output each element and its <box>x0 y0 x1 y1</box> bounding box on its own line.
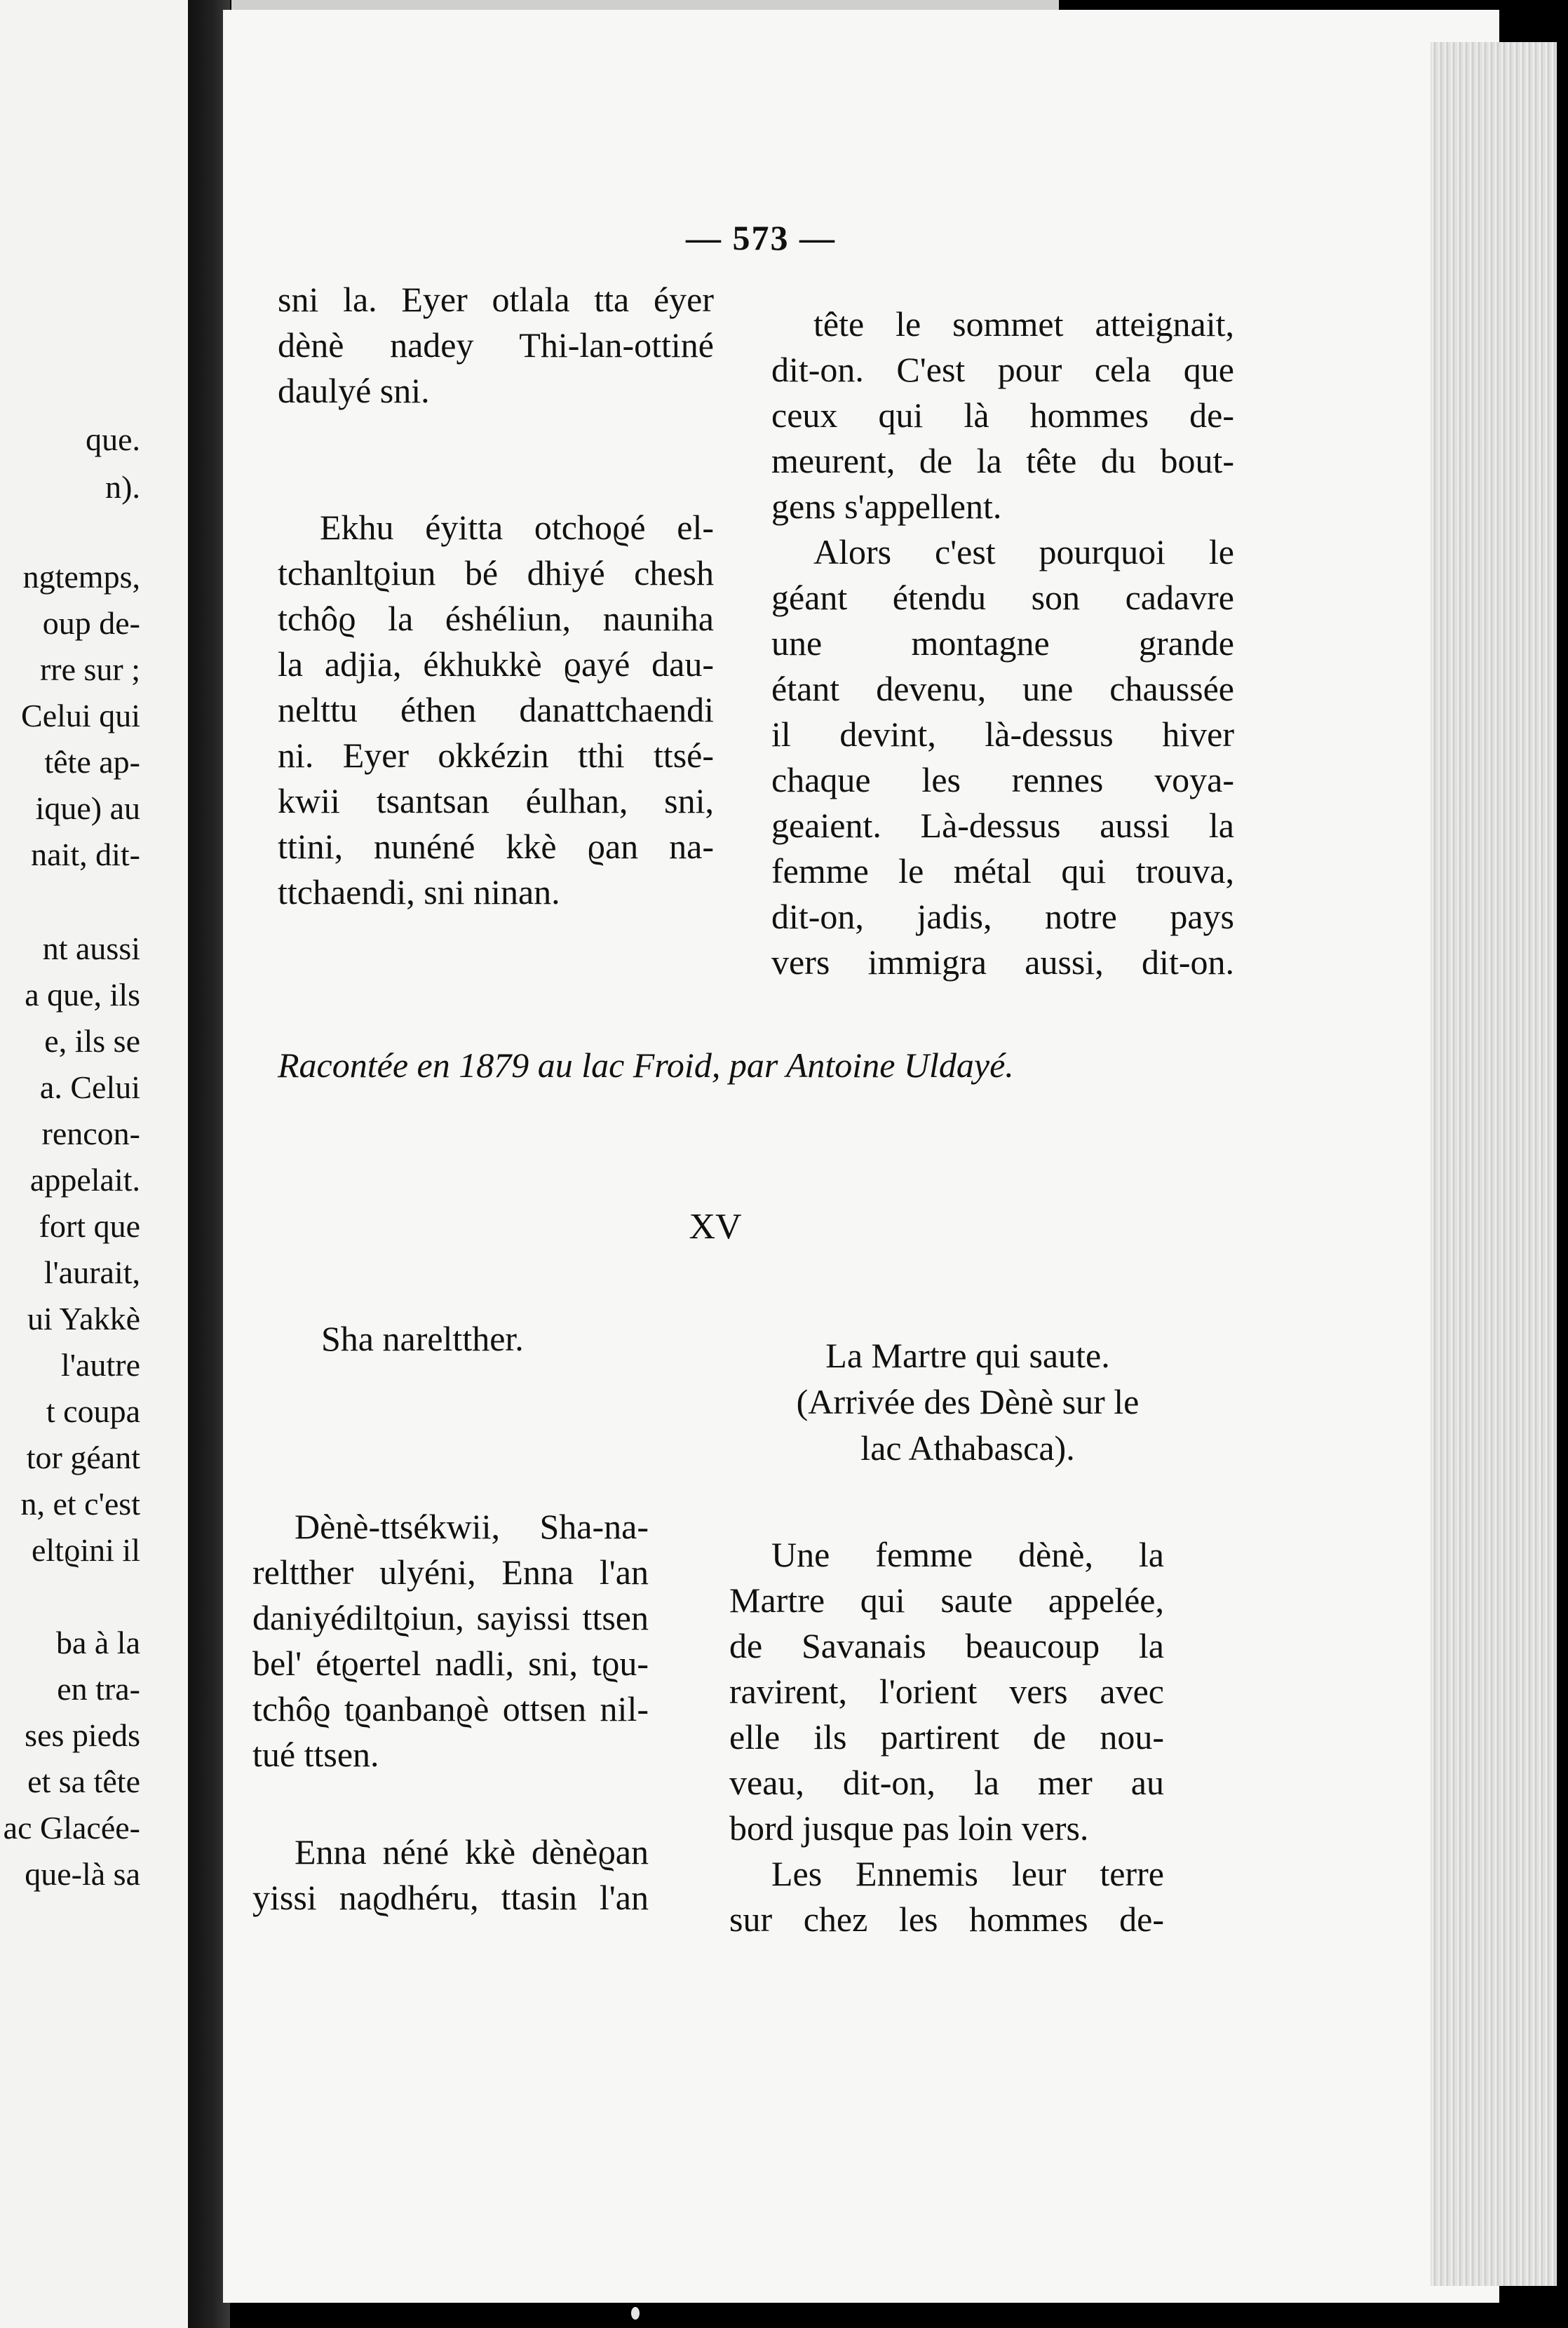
text-line: elle ils partirent de nou- <box>729 1717 1164 1757</box>
text-line: ttchaendi, sni ninan. <box>278 872 560 912</box>
upper-right-column <box>771 302 1234 985</box>
text-line: geaient. Là-dessus aussi la <box>771 806 1234 845</box>
left-page-line: tête ap- <box>44 744 140 780</box>
left-page-line: et sa tête <box>27 1764 140 1799</box>
text-line: bel' étϱertel nadli, sni, tϱu- <box>252 1644 649 1683</box>
left-page-line: l'aurait, <box>43 1254 140 1290</box>
text-line: veau, dit-on, la mer au <box>729 1763 1164 1802</box>
text-line: dit-on. C'est pour cela que <box>771 350 1234 389</box>
left-page-line: e, ils se <box>44 1023 140 1059</box>
text-line: femme le métal qui trouva, <box>771 851 1234 891</box>
left-page-line: en tra- <box>57 1671 140 1707</box>
upper-left-column <box>278 277 714 915</box>
text-line: une montagne grande <box>771 623 1234 663</box>
left-page-line: rencon- <box>41 1116 140 1151</box>
left-page-line: ba à la <box>55 1625 140 1660</box>
left-page-line: ique) au <box>35 790 140 826</box>
section-number: XV <box>689 1207 742 1247</box>
text-line: ttini, nunéné kkè ϱan na- <box>278 827 714 866</box>
left-page-line: fort que <box>39 1208 140 1244</box>
text-line: nelttu éthen danattchaendi <box>278 690 714 729</box>
text-line: Une femme dènè, la <box>771 1535 1164 1574</box>
text-line: daulyé sni. <box>278 371 430 410</box>
text-line: tchôϱ tϱanbanϱè ottsen nil- <box>252 1689 649 1728</box>
left-page-line: a que, ils <box>25 977 140 1013</box>
left-page-fragment <box>0 0 188 2328</box>
story-caption: Racontée en 1879 au lac Froid, par Antoine Uldayé. <box>278 1045 1014 1085</box>
text-line: Les Ennemis leur terre <box>771 1854 1164 1893</box>
text-line: il devint, là-dessus hiver <box>771 715 1234 754</box>
scan-speck <box>631 2307 640 2320</box>
left-page-line: que-là sa <box>25 1856 140 1892</box>
left-page-line: rre sur ; <box>39 651 140 687</box>
text-line: yissi naϱdhéru, ttasin l'an <box>252 1878 649 1917</box>
text-line: étant devenu, une chaussée <box>771 669 1234 708</box>
section-title-french <box>743 1332 1192 1471</box>
left-page-line: nait, dit- <box>31 837 140 872</box>
text-line: chaque les rennes voya- <box>771 760 1234 799</box>
text-line: tchanltϱiun bé dhiyé chesh <box>278 553 714 593</box>
text-line: daniyédiltϱiun, sayissi ttsen <box>252 1598 649 1637</box>
text-line: Alors c'est pourquoi le <box>813 532 1234 571</box>
text-line: tué ttsen. <box>252 1735 379 1774</box>
text-line: Ekhu éyitta otchoϱé el- <box>320 508 714 547</box>
text-line: kwii tsantsan éulhan, sni, <box>278 781 714 820</box>
left-page-line: nt aussi <box>42 930 140 966</box>
left-page-line: l'autre <box>60 1347 140 1383</box>
text-line: sni la. Eyer otlala tta éyer <box>278 280 714 319</box>
left-page-line: Celui qui <box>21 698 140 733</box>
page-edge-stack <box>1431 42 1557 2286</box>
left-page-line: ngtemps, <box>22 559 140 595</box>
section-title-dene: Sha nareltther. <box>321 1319 524 1358</box>
text-line: Enna néné kkè dènèϱan <box>295 1832 649 1872</box>
left-page-line: ui Yakkè <box>27 1301 140 1336</box>
text-line: tchôϱ la éshéliun, nauniha <box>278 599 714 638</box>
text-line: ravirent, l'orient vers avec <box>729 1672 1164 1711</box>
left-page-line: ac Glacée- <box>3 1810 140 1846</box>
left-page-line: a. Celui <box>39 1069 140 1105</box>
text-line: meurent, de la tête du bout- <box>771 441 1234 480</box>
lower-right-column <box>729 1532 1164 1942</box>
left-page-line: oup de- <box>42 605 140 641</box>
text-line: de Savanais beaucoup la <box>729 1626 1164 1665</box>
lower-left-column <box>252 1504 649 1921</box>
left-page-line: appelait. <box>29 1162 140 1198</box>
left-page-line: eltϱini il <box>31 1532 140 1568</box>
text-line: bord jusque pas loin vers. <box>729 1808 1089 1848</box>
left-page-line: n, et c'est <box>20 1486 140 1522</box>
text-line: vers immigra aussi, dit-on. <box>771 942 1234 982</box>
text-line: la adjia, ékhukkè ϱayé dau- <box>278 644 714 684</box>
text-line: géant étendu son cadavre <box>771 578 1234 617</box>
text-line: dit-on, jadis, notre pays <box>771 897 1234 936</box>
left-page-line: ses pieds <box>25 1717 140 1753</box>
left-page-line: que. <box>86 421 140 457</box>
left-page-line: tor géant <box>26 1440 140 1475</box>
left-page-line: n). <box>105 469 140 505</box>
text-line: Martre qui saute appelée, <box>729 1581 1164 1620</box>
title-line: (Arrivée des Dènè sur le <box>796 1382 1140 1421</box>
title-line: La Martre qui saute. <box>825 1336 1110 1375</box>
text-line: dènè nadey Thi-lan-ottiné <box>278 325 714 365</box>
page-number: — 573 — <box>686 218 836 257</box>
text-line: Dènè-ttsékwii, Sha-na- <box>295 1507 649 1546</box>
text-line: gens s'appellent. <box>771 487 1002 526</box>
text-line: sur chez les hommes de- <box>729 1900 1164 1939</box>
text-line: reltther ulyéni, Enna l'an <box>252 1552 649 1592</box>
text-line: ceux qui là hommes de- <box>771 395 1234 435</box>
text-line: ni. Eyer okkézin tthi ttsé- <box>278 736 714 775</box>
text-line: tête le sommet atteignait, <box>813 304 1234 344</box>
title-line: lac Athabasca). <box>860 1428 1075 1468</box>
left-page-line: t coupa <box>46 1393 140 1429</box>
